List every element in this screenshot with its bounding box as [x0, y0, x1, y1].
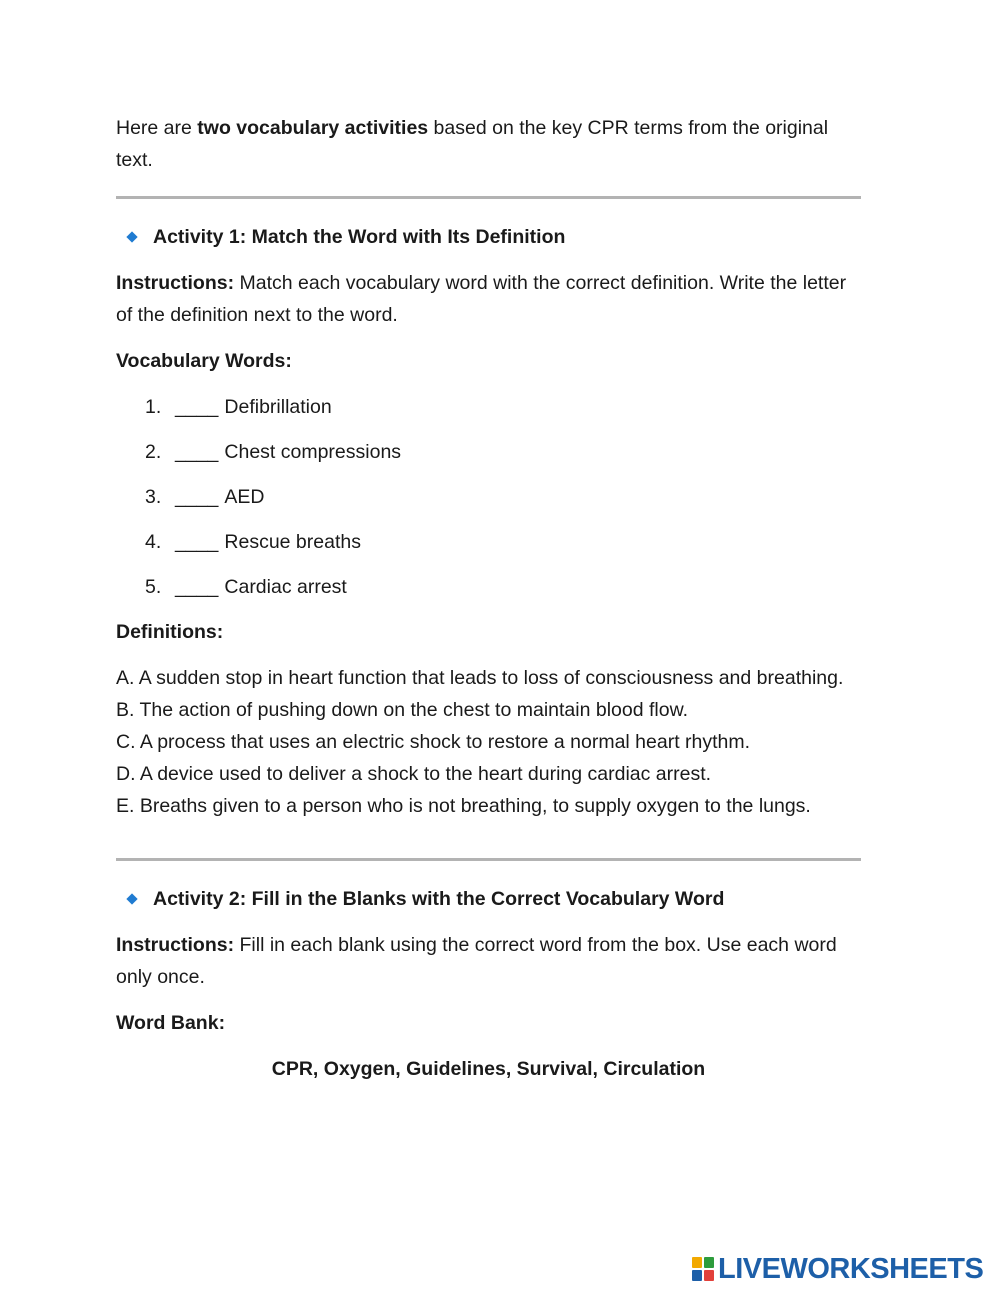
diamond-bullet-icon	[126, 893, 137, 904]
activity2-title: Activity 2: Fill in the Blanks with the Correct Vocabulary Word	[153, 888, 725, 910]
section-divider	[116, 196, 861, 199]
word-bank-list: CPR, Oxygen, Guidelines, Survival, Circulation	[271, 1058, 706, 1080]
section-divider	[116, 858, 861, 861]
vocab-word: Defibrillation	[224, 396, 332, 418]
activity1-title: Activity 1: Match the Word with Its Definition	[153, 226, 566, 248]
item-number: 2.	[145, 441, 162, 463]
list-item	[116, 526, 861, 558]
activity1-instructions	[116, 267, 861, 331]
list-item	[116, 571, 861, 603]
diamond-bullet-icon	[126, 231, 137, 242]
vocab-word: AED	[224, 486, 265, 508]
instructions-label: Instructions:	[116, 272, 235, 294]
liveworksheets-logo	[692, 1254, 983, 1284]
answer-blank[interactable]: ____	[175, 441, 219, 463]
vocab-word: Cardiac arrest	[224, 576, 347, 598]
answer-blank[interactable]: ____	[175, 576, 219, 598]
item-number: 4.	[145, 531, 162, 553]
vocab-heading: Vocabulary Words:	[116, 350, 292, 372]
instructions-label: Instructions:	[116, 934, 235, 956]
vocab-word: Chest compressions	[224, 441, 402, 463]
definition-item: A. A sudden stop in heart function that leads to loss of consciousness and breathing.	[116, 667, 844, 689]
definition-item: D. A device used to deliver a shock to the heart during cardiac arrest.	[116, 763, 712, 785]
activity2-instructions	[116, 929, 861, 993]
answer-blank[interactable]: ____	[175, 486, 219, 508]
definition-item: C. A process that uses an electric shock to restore a normal heart rhythm.	[116, 731, 751, 753]
list-item	[116, 436, 861, 468]
list-item	[116, 391, 861, 423]
logo-text: LIVEWORKSHEETS	[718, 1253, 984, 1285]
item-number: 5.	[145, 576, 162, 598]
list-item	[116, 481, 861, 513]
vocab-list	[116, 391, 861, 603]
definitions-heading: Definitions:	[116, 621, 224, 643]
liveworksheets-logo-icon	[692, 1257, 714, 1281]
definition-item: B. The action of pushing down on the chest to maintain blood flow.	[116, 699, 689, 721]
word-bank-heading: Word Bank:	[116, 1012, 226, 1034]
definition-item: E. Breaths given to a person who is not breathing, to supply oxygen to the lungs.	[116, 795, 811, 817]
intro-text-end: based on the key CPR terms from the original text.	[116, 117, 829, 171]
definitions-list	[116, 662, 861, 822]
answer-blank[interactable]: ____	[175, 531, 219, 553]
item-number: 1.	[145, 396, 162, 418]
activity1-heading	[116, 221, 861, 253]
answer-blank[interactable]: ____	[175, 396, 219, 418]
activity2-heading	[116, 883, 861, 915]
vocab-word: Rescue breaths	[224, 531, 361, 553]
worksheet-page	[116, 112, 861, 1085]
instructions-text: Match each vocabulary word with the correct definition. Write the letter of the definition next to the word.	[116, 272, 847, 326]
intro-paragraph	[116, 112, 861, 176]
item-number: 3.	[145, 486, 162, 508]
instructions-text: Fill in each blank using the correct word from the box. Use each word only once.	[116, 934, 837, 988]
intro-text-start: Here are	[116, 117, 198, 139]
intro-text-bold: two vocabulary activities	[197, 117, 429, 139]
